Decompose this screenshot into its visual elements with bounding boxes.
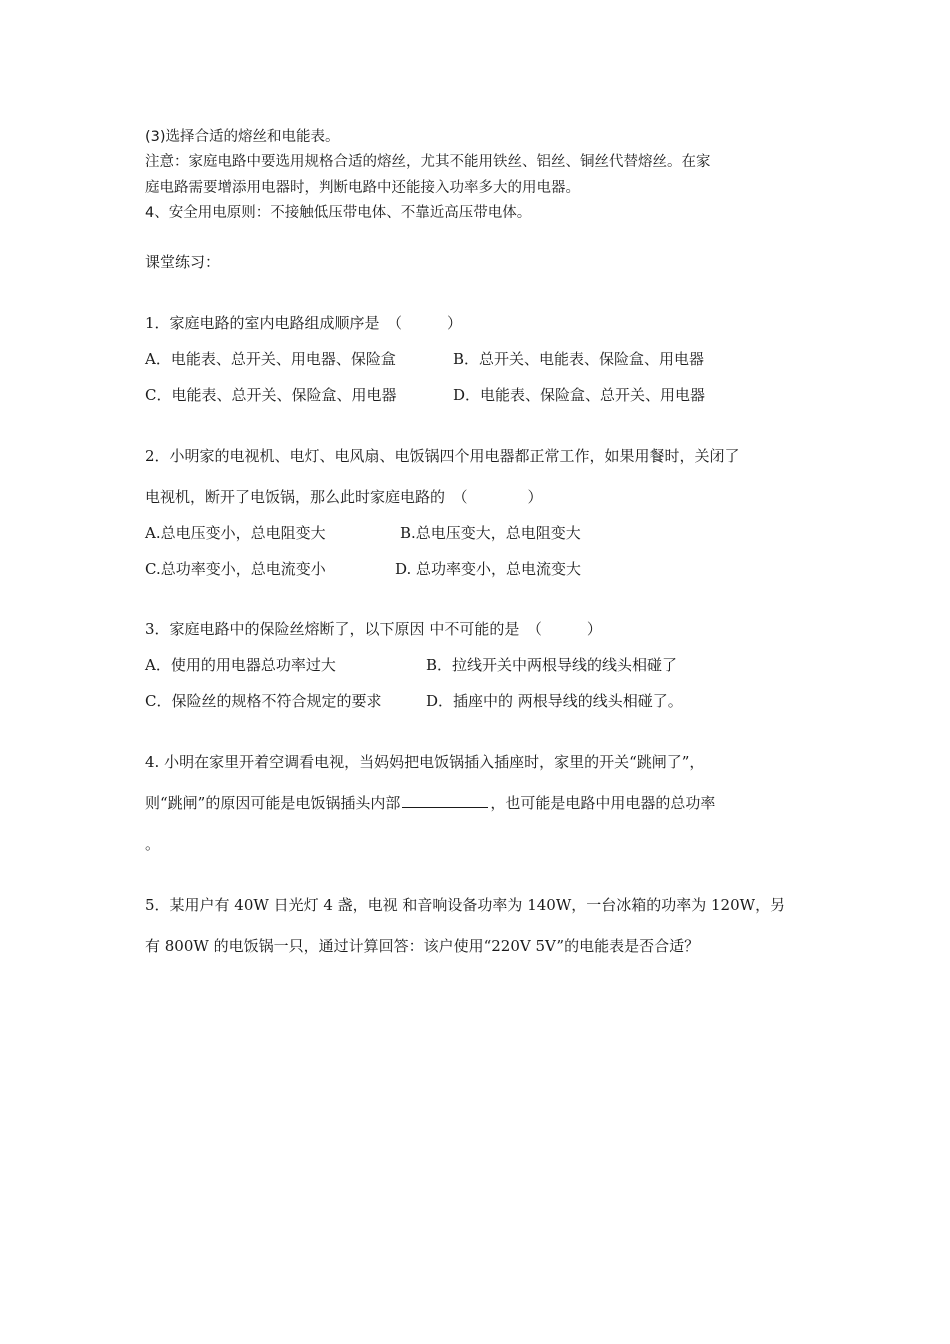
q5-stem-line1: 5．某用户有 40W 日光灯 4 盏，电视 和音响设备功率为 140W，一台冰箱的功率为 120W，另 xyxy=(145,896,786,914)
note-step3: (3)选择合适的熔丝和电能表。 xyxy=(145,129,340,145)
q4-answer-blank[interactable] xyxy=(402,793,488,808)
note-caution-line2: 庭电路需要增添用电器时，判断电路中还能接入功率多大的用电器。 xyxy=(145,180,580,196)
q3-option-c: C．保险丝的规格不符合规定的要求 xyxy=(145,692,382,710)
q3-option-a: A．使用的用电器总功率过大 xyxy=(145,656,336,674)
q4-stem-line2-end: ，也可能是电路中用电器的总功率 xyxy=(490,794,716,812)
note-caution-line1: 注意：家庭电路中要选用规格合适的熔丝，尤其不能用铁丝、铝丝、铜丝代替熔丝。在家 xyxy=(145,154,711,170)
q1-stem: 1．家庭电路的室内电路组成顺序是 （ ） xyxy=(145,314,463,332)
q2-option-b: B.总电压变大，总电阻变大 xyxy=(400,524,581,542)
q5-stem-line2: 有 800W 的电饭锅一只，通过计算回答：该户使用“220V 5V”的电能表是否合适？ xyxy=(145,937,700,955)
q1-option-d: D．电能表、保险盒、总开关、用电器 xyxy=(453,386,706,404)
q1-option-c: C．电能表、总开关、保险盒、用电器 xyxy=(145,386,397,404)
q3-option-b: B．拉线开关中两根导线的线头相碰了 xyxy=(426,656,678,674)
q1-option-b: B．总开关、电能表、保险盒、用电器 xyxy=(453,350,705,368)
q4-stem-line2-start: 则“跳闸”的原因可能是电饭锅插头内部 xyxy=(145,794,401,812)
q4-stem-line3: 。 xyxy=(145,835,161,853)
q1-option-a: A．电能表、总开关、用电器、保险盒 xyxy=(145,350,396,368)
q2-option-c: C.总功率变小，总电流变小 xyxy=(145,560,326,578)
q2-stem-line2: 电视机，断开了电饭锅，那么此时家庭电路的 （ ） xyxy=(145,488,543,506)
q4-stem-line1: 4. 小明在家里开着空调看电视，当妈妈把电饭锅插入插座时，家里的开关“跳闸了”， xyxy=(145,753,705,771)
q3-option-d: D．插座中的 两根导线的线头相碰了。 xyxy=(426,692,683,710)
section-title: 课堂练习： xyxy=(145,253,221,271)
q2-option-d: D. 总功率变小，总电流变大 xyxy=(395,560,582,578)
note-principle: 4、安全用电原则：不接触低压带电体、不靠近高压带电体。 xyxy=(145,205,532,221)
q2-stem-line1: 2．小明家的电视机、电灯、电风扇、电饭锅四个用电器都正常工作，如果用餐时，关闭了 xyxy=(145,447,740,465)
q4-stem-line2 xyxy=(145,793,715,813)
q3-stem: 3．家庭电路中的保险丝熔断了，以下原因 中不可能的是 （ ） xyxy=(145,620,602,638)
q2-option-a: A.总电压变小，总电阻变大 xyxy=(145,524,326,542)
